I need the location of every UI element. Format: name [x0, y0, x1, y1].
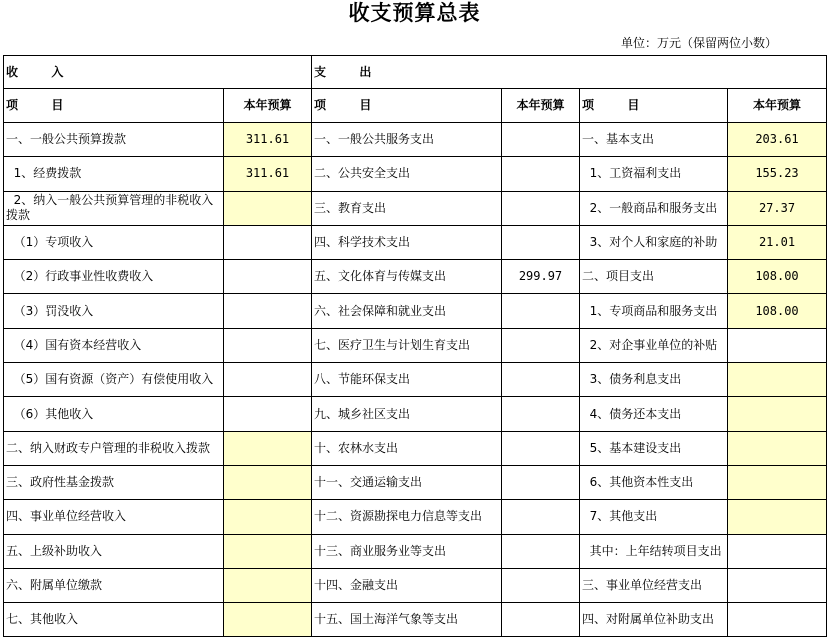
table-row — [4, 157, 827, 191]
expense-item-cell: 七、医疗卫生与计划生育支出 — [312, 328, 502, 362]
table-row — [4, 568, 827, 602]
income-value-cell: 311.61 — [224, 123, 312, 157]
expense-item-cell: 三、教育支出 — [312, 191, 502, 225]
expense-value-cell — [502, 328, 580, 362]
income-item-cell: 三、政府性基金拨款 — [4, 465, 224, 499]
expense-value-cell — [502, 534, 580, 568]
expense-item-cell: 十二、资源勘探电力信息等支出 — [312, 500, 502, 534]
econ-value-cell — [728, 568, 827, 602]
expense-value-cell — [502, 294, 580, 328]
expense-item-cell: 十一、交通运输支出 — [312, 465, 502, 499]
expense-budget-header: 本年预算 — [502, 89, 580, 123]
table-row — [4, 603, 827, 637]
income-value-cell — [224, 225, 312, 259]
income-value-cell — [224, 397, 312, 431]
income-section-header: 收 入 — [4, 56, 312, 89]
econ-item-cell: 其中：上年结转项目支出 — [580, 534, 728, 568]
econ-budget-header: 本年预算 — [728, 89, 827, 123]
expense-item-cell: 六、社会保障和就业支出 — [312, 294, 502, 328]
expense-item-cell: 十四、金融支出 — [312, 568, 502, 602]
income-item-cell: 2、纳入一般公共预算管理的非税收入拨款 — [4, 191, 224, 225]
econ-value-cell — [728, 431, 827, 465]
econ-item-cell: 1、专项商品和服务支出 — [580, 294, 728, 328]
income-value-cell — [224, 431, 312, 465]
table-row — [4, 534, 827, 568]
econ-item-cell: 2、一般商品和服务支出 — [580, 191, 728, 225]
section-header-row — [4, 56, 827, 89]
income-item-cell: 1、经费拨款 — [4, 157, 224, 191]
income-item-cell: （6）其他收入 — [4, 397, 224, 431]
income-item-cell: 五、上级补助收入 — [4, 534, 224, 568]
econ-item-cell: 二、项目支出 — [580, 260, 728, 294]
expense-value-cell — [502, 157, 580, 191]
econ-item-header: 项 目 — [580, 89, 728, 123]
table-row — [4, 123, 827, 157]
econ-value-cell: 108.00 — [728, 294, 827, 328]
expense-value-cell — [502, 123, 580, 157]
expense-item-header: 项 目 — [312, 89, 502, 123]
budget-table — [3, 55, 827, 637]
income-item-cell: 二、纳入财政专户管理的非税收入拨款 — [4, 431, 224, 465]
econ-value-cell — [728, 363, 827, 397]
table-row — [4, 328, 827, 362]
income-value-cell — [224, 294, 312, 328]
unit-note: 单位：万元（保留两位小数） — [620, 36, 777, 50]
econ-item-cell: 3、债务利息支出 — [580, 363, 728, 397]
econ-value-cell — [728, 500, 827, 534]
econ-value-cell: 21.01 — [728, 225, 827, 259]
expense-value-cell — [502, 465, 580, 499]
income-value-cell — [224, 328, 312, 362]
page-title: 收支预算总表 — [348, 1, 481, 25]
income-value-cell — [224, 191, 312, 225]
income-item-cell: （5）国有资源（资产）有偿使用收入 — [4, 363, 224, 397]
econ-value-cell: 203.61 — [728, 123, 827, 157]
econ-item-cell: 一、基本支出 — [580, 123, 728, 157]
expense-item-cell: 一、一般公共服务支出 — [312, 123, 502, 157]
expense-value-cell — [502, 568, 580, 602]
econ-item-cell: 四、对附属单位补助支出 — [580, 603, 728, 637]
expense-value-cell: 299.97 — [502, 260, 580, 294]
econ-value-cell — [728, 397, 827, 431]
econ-item-cell: 6、其他资本性支出 — [580, 465, 728, 499]
expense-value-cell — [502, 500, 580, 534]
expense-value-cell — [502, 603, 580, 637]
table-row — [4, 500, 827, 534]
expense-section-header: 支 出 — [312, 56, 827, 89]
table-row — [4, 363, 827, 397]
expense-item-cell: 四、科学技术支出 — [312, 225, 502, 259]
income-value-cell — [224, 500, 312, 534]
table-row — [4, 431, 827, 465]
table-row — [4, 191, 827, 225]
econ-item-cell: 7、其他支出 — [580, 500, 728, 534]
econ-value-cell — [728, 603, 827, 637]
econ-value-cell — [728, 328, 827, 362]
expense-value-cell — [502, 225, 580, 259]
income-value-cell — [224, 363, 312, 397]
expense-item-cell: 八、节能环保支出 — [312, 363, 502, 397]
econ-value-cell: 27.37 — [728, 191, 827, 225]
econ-value-cell — [728, 465, 827, 499]
expense-value-cell — [502, 431, 580, 465]
expense-value-cell — [502, 397, 580, 431]
econ-item-cell: 3、对个人和家庭的补助 — [580, 225, 728, 259]
income-item-cell: （1）专项收入 — [4, 225, 224, 259]
income-item-cell: 六、附属单位缴款 — [4, 568, 224, 602]
income-value-cell — [224, 260, 312, 294]
table-row — [4, 397, 827, 431]
econ-item-cell: 4、债务还本支出 — [580, 397, 728, 431]
econ-value-cell: 155.23 — [728, 157, 827, 191]
econ-item-cell: 1、工资福利支出 — [580, 157, 728, 191]
econ-value-cell: 108.00 — [728, 260, 827, 294]
expense-item-cell: 十、农林水支出 — [312, 431, 502, 465]
table-row — [4, 465, 827, 499]
column-header-row — [4, 89, 827, 123]
expense-item-cell: 九、城乡社区支出 — [312, 397, 502, 431]
table-row — [4, 260, 827, 294]
income-value-cell: 311.61 — [224, 157, 312, 191]
income-item-cell: （4）国有资本经营收入 — [4, 328, 224, 362]
expense-item-cell: 十五、国土海洋气象等支出 — [312, 603, 502, 637]
income-value-cell — [224, 534, 312, 568]
expense-item-cell: 二、公共安全支出 — [312, 157, 502, 191]
income-item-cell: 四、事业单位经营收入 — [4, 500, 224, 534]
income-item-header: 项 目 — [4, 89, 224, 123]
expense-item-cell: 十三、商业服务业等支出 — [312, 534, 502, 568]
expense-item-cell: 五、文化体育与传媒支出 — [312, 260, 502, 294]
income-budget-header: 本年预算 — [224, 89, 312, 123]
table-row — [4, 225, 827, 259]
income-item-cell: 七、其他收入 — [4, 603, 224, 637]
econ-item-cell: 5、基本建设支出 — [580, 431, 728, 465]
econ-item-cell: 2、对企事业单位的补贴 — [580, 328, 728, 362]
econ-item-cell: 三、事业单位经营支出 — [580, 568, 728, 602]
income-item-cell: （3）罚没收入 — [4, 294, 224, 328]
expense-value-cell — [502, 191, 580, 225]
econ-value-cell — [728, 534, 827, 568]
expense-value-cell — [502, 363, 580, 397]
income-value-cell — [224, 568, 312, 602]
income-value-cell — [224, 465, 312, 499]
income-value-cell — [224, 603, 312, 637]
income-item-cell: 一、一般公共预算拨款 — [4, 123, 224, 157]
table-row — [4, 294, 827, 328]
income-item-cell: （2）行政事业性收费收入 — [4, 260, 224, 294]
